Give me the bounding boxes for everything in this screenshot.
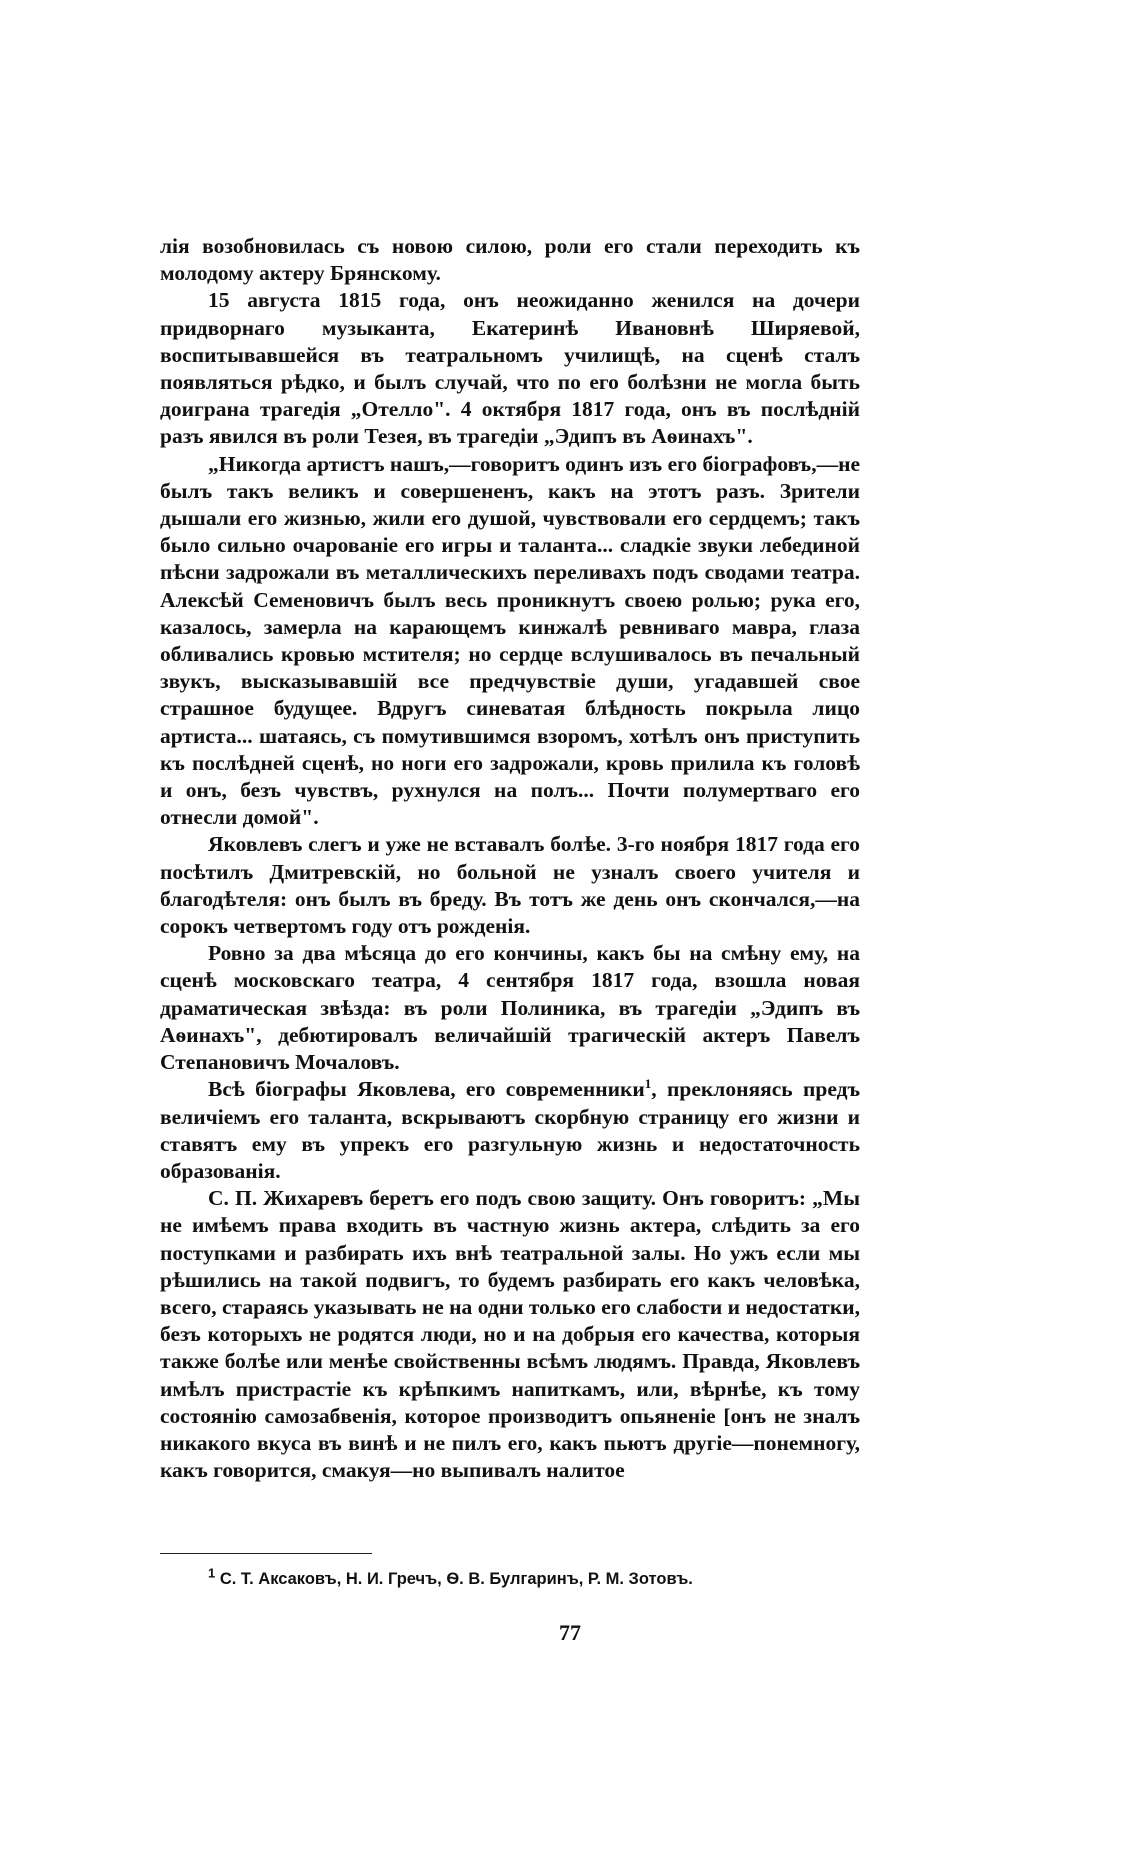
main-text xyxy=(160,233,860,1484)
paragraph-6-end: , преклоняясь предъ величіемъ его таланта, вскрываютъ скорбную страницу его жизни и ставятъ ему въ упрекъ его разгульную жизнь и недостаточность образованія. xyxy=(160,1077,860,1183)
paragraph-7: С. П. Жихаревъ беретъ его подъ свою защиту. Онъ говоритъ: „Мы не имѣемъ права входить въ частную жизнь актера, слѣдить за его поступками и разбирать ихъ внѣ театральной залы. Но ужъ если мы рѣшились на такой подвигъ, то будемъ разбирать его какъ человѣка, всего, стараясь указывать не на одни только его слабости и недостатки, безъ которыхъ не родятся люди, но и на добрыя его качества, которыя также болѣе или менѣе свойственны всѣмъ людямъ. Правда, Яковлевъ имѣлъ пристрастіе къ крѣпкимъ напиткамъ, или, вѣрнѣе, къ тому состоянію самозабвенія, которое производитъ опьяненіе [онъ не зналъ никакого вкуса въ винѣ и не пилъ его, какъ пьютъ другіе—понемногу, какъ говорится, смакуя—но выпивалъ налитое xyxy=(160,1186,860,1483)
paragraph-5: Ровно за два мѣсяца до его кончины, какъ бы на смѣну ему, на сценѣ московскаго театра, 4 сентября 1817 года, взошла новая драматическая звѣзда: въ роли Полиника, въ трагедіи „Эдипъ въ Аѳинахъ", дебютировалъ величайшій трагическій актеръ Павелъ Степановичъ Мочаловъ. xyxy=(160,941,860,1075)
footnote-reference: 1 xyxy=(644,1076,652,1092)
paragraph-6-start: Всѣ біографы Яковлева, его современники xyxy=(208,1077,645,1102)
paragraph-4: Яковлевъ слегъ и уже не вставалъ болѣе. 3-го ноября 1817 года его посѣтилъ Дмитревскій, но больной не узналъ своего учителя и благодѣтеля: онъ былъ въ бреду. Въ тотъ же день онъ скончался,—на сорокъ четвертомъ году отъ рожденія. xyxy=(160,832,860,939)
paragraph-3: „Никогда артистъ нашъ,—говоритъ одинъ изъ его біографовъ,—не былъ такъ великъ и совершененъ, какъ на этотъ разъ. Зрители дышали его жизнью, жили его душой, чувствовали его сердцемъ; такъ было сильно очарованіе его игры и таланта... сладкіе звуки лебединой пѣсни задрожали въ металлическихъ переливахъ подъ сводами театра. Алексѣй Семеновичъ былъ весь проникнутъ своею ролью; рука его, казалось, замерла на карающемъ кинжалѣ ревниваго мавра, глаза обливались кровью мстителя; но сердце вслушивалось въ печальный звукъ, высказывавшій все предчувствіе души, угадавшей свое страшное будущее. Вдругъ синеватая блѣдность покрыла лицо артиста... шатаясь, съ помутившимся взоромъ, хотѣлъ онъ приступить къ послѣдней сценѣ, но ноги его задрожали, кровь прилила къ головѣ и онъ, безъ чувствъ, рухнулся на полъ... Почти полумертваго его отнесли домой". xyxy=(160,451,860,830)
paragraph-2: 15 августа 1815 года, онъ неожиданно женился на дочери придворнаго музыканта, Екатеринѣ Ивановнѣ Ширяевой, воспитывавшейся въ театральномъ училищѣ, на сценѣ сталъ появляться рѣдко, и былъ случай, что по его болѣзни не могла быть доиграна трагедія „Отелло". 4 октября 1817 года, онъ въ послѣдній разъ явился въ роли Тезея, въ трагедіи „Эдипъ въ Аѳинахъ". xyxy=(160,288,860,449)
paragraph-1: лія возобновилась съ новою силою, роли его стали переходить къ молодому актеру Брянскому. xyxy=(160,234,860,286)
footnote-text: С. Т. Аксаковъ, Н. И. Гречъ, Ѳ. В. Булгаринъ, Р. М. Зотовъ. xyxy=(219,1570,693,1588)
footnote xyxy=(208,1565,848,1589)
footnote-divider xyxy=(160,1553,372,1554)
footnote-marker: 1 xyxy=(208,1565,216,1581)
page-number: 77 xyxy=(559,1620,581,1645)
paragraph-6 xyxy=(160,1076,860,1185)
